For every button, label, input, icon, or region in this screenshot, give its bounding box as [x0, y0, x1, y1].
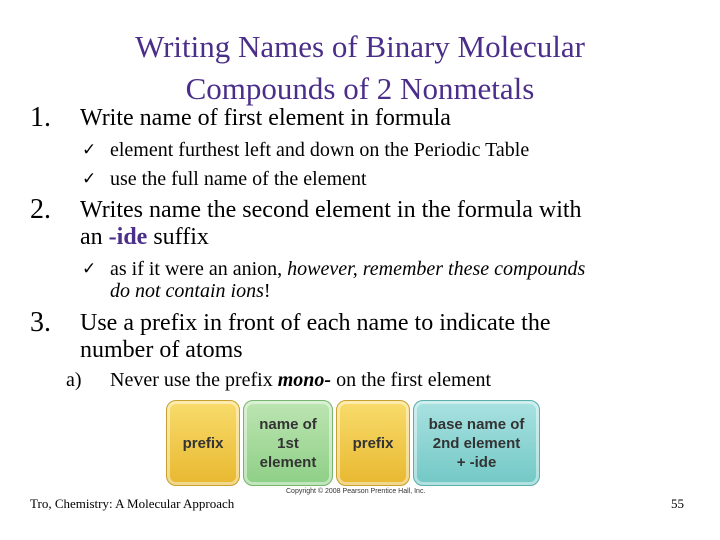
- item-2-text-line-1: Writes name the second element in the formula with: [80, 197, 582, 223]
- item-1-text: Write name of first element in formula: [80, 105, 451, 131]
- slide-title: [60, 26, 660, 110]
- page-number: 55: [671, 496, 684, 511]
- diagram-box-first-element: name of 1st element: [243, 400, 333, 486]
- title-line-1: Writing Names of Binary Molecular: [135, 29, 585, 64]
- diagram-box-prefix-2: prefix: [336, 400, 410, 486]
- ide-suffix: -ide: [108, 224, 148, 250]
- diagram-box-second-element: base name of 2nd element + -ide: [413, 400, 540, 486]
- copyright-notice: Copyright © 2008 Pearson Prentice Hall, Inc.: [286, 488, 426, 495]
- item-2-text-line-2: an -ide suffix: [80, 224, 209, 250]
- checkmark-icon: ✓: [82, 140, 97, 160]
- item-2-check-line-1: as if it were an anion, however, remember these compounds: [110, 258, 586, 280]
- item-1-check-1: element furthest left and down on the Periodic Table: [110, 139, 530, 161]
- item-2-number: 2.: [30, 194, 51, 225]
- title-line-2: Compounds of 2 Nonmetals: [185, 71, 535, 106]
- item-3-sub-marker: a): [66, 369, 82, 391]
- checkmark-icon: ✓: [82, 169, 97, 189]
- footer-source: Tro, Chemistry: A Molecular Approach: [30, 496, 235, 511]
- item-3-text-line-1: Use a prefix in front of each name to indicate the: [80, 310, 551, 336]
- item-1-number: 1.: [30, 102, 51, 133]
- item-3-sub-text: Never use the prefix mono- on the first element: [110, 369, 492, 391]
- diagram-box-prefix-1: prefix: [166, 400, 240, 486]
- checkmark-icon: ✓: [82, 259, 97, 279]
- item-3-number: 3.: [30, 307, 51, 338]
- item-2-check-line-2: do not contain ions!: [110, 280, 271, 302]
- item-3-text-line-2: number of atoms: [80, 337, 243, 363]
- naming-diagram: [166, 400, 540, 484]
- item-1-check-2: use the full name of the element: [110, 168, 367, 190]
